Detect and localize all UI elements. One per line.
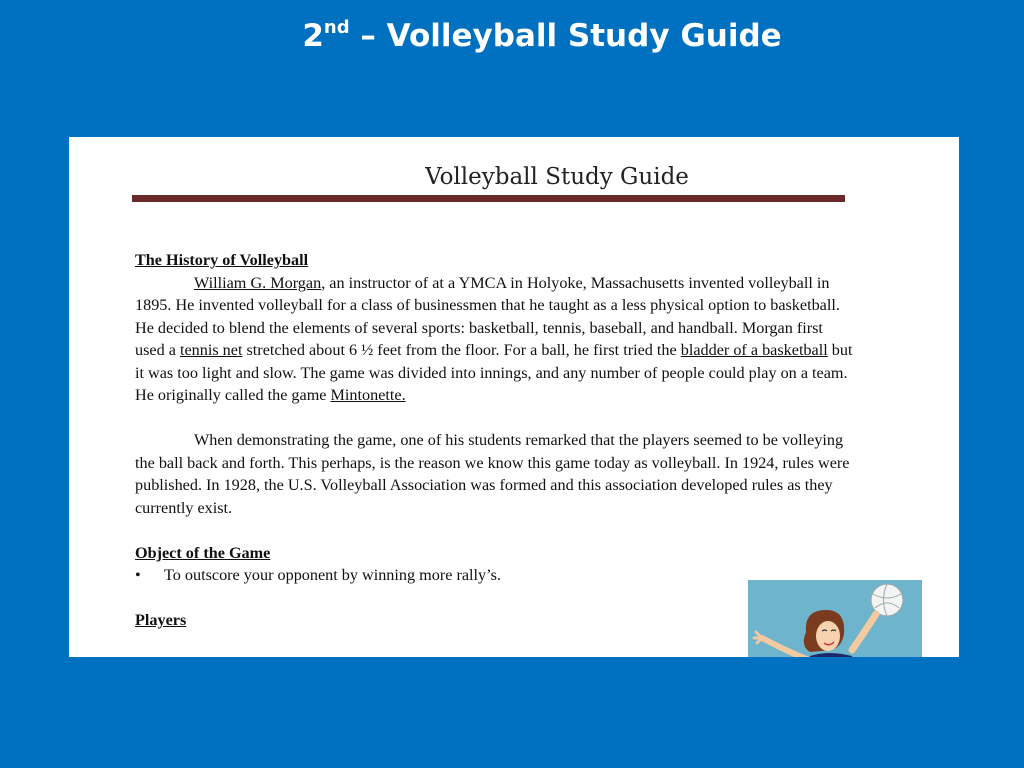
- history-heading: The History of Volleyball: [135, 251, 309, 269]
- volleyball-player-clipart: [748, 580, 922, 657]
- slide-title: [0, 18, 1024, 54]
- bladder-text: bladder of a basketball: [680, 341, 828, 359]
- history-text-c: but it was too light and slow. The game was divided into innings, and any number of people could play on a team. He originally called the game: [135, 341, 853, 404]
- object-bullet-text: To outscore your opponent by winning more rally’s.: [164, 566, 501, 584]
- title-number: 2: [302, 18, 324, 54]
- bullet-icon: •: [135, 566, 141, 584]
- object-bullet: [135, 564, 855, 587]
- title-rule: [132, 195, 845, 202]
- tennis-net-text: tennis net: [179, 341, 243, 359]
- players-heading: Players: [135, 611, 187, 629]
- history-paragraph-1: [135, 272, 855, 407]
- history-text-b: stretched about 6 ½ feet from the floor. For a ball, he first tried the: [242, 341, 681, 359]
- history-paragraph-2: When demonstrating the game, one of his students remarked that the players seemed to be volleying the ball back and forth. This perhaps, is the reason we know this game today as volleyball. In 1924, rules were published. In 1928, the U.S. Volleyball Association was formed and this association developed rules as they currently exist.: [135, 431, 850, 517]
- document-title: Volleyball Study Guide: [425, 164, 689, 190]
- document-image: [69, 137, 959, 657]
- document-body: [135, 249, 855, 632]
- history-text-a: , an instructor of at a YMCA in Holyoke, Massachusetts invented volleyball in 1895. He invented volleyball for a class of businessmen that he taught as a less physical option to basketball. He decided to blend the elements of several sports: basketball, tennis, baseball, and handball. Morgan first used a: [135, 273, 840, 359]
- object-heading: Object of the Game: [135, 543, 271, 562]
- title-text: – Volleyball Study Guide: [349, 18, 782, 54]
- morgan-link: William G. Morgan: [194, 273, 322, 292]
- title-superscript: nd: [323, 16, 350, 38]
- mintonette-text: Mintonette.: [330, 386, 406, 404]
